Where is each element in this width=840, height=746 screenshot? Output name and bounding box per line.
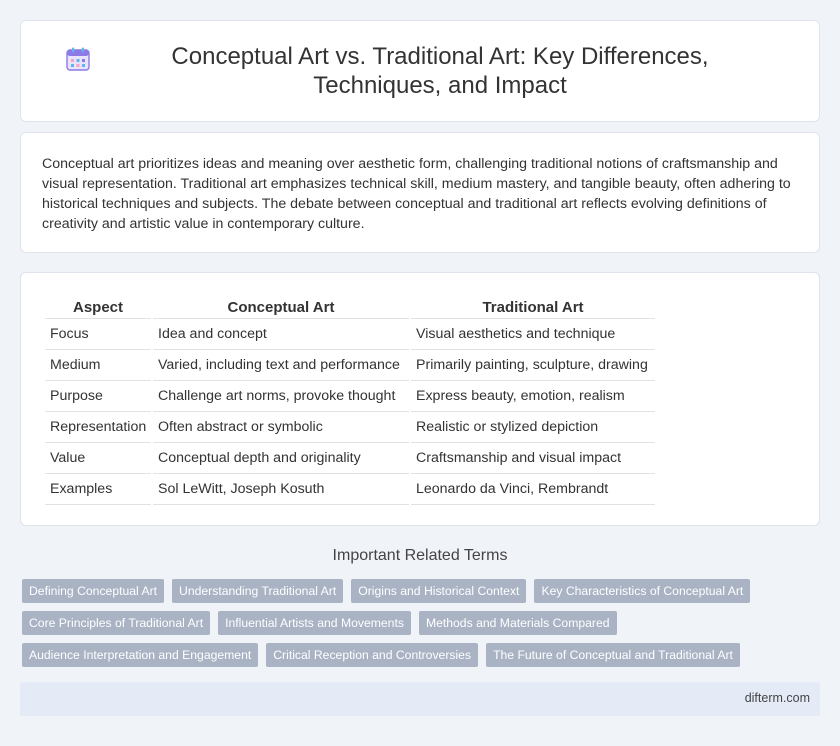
footer-site-link[interactable]: difterm.com <box>744 691 810 705</box>
table-row <box>45 412 655 443</box>
related-terms-list <box>22 579 802 667</box>
related-term-tag[interactable]: The Future of Conceptual and Traditional Art <box>486 643 740 667</box>
related-terms-heading: Important Related Terms <box>332 547 508 564</box>
table-row <box>45 350 655 381</box>
table-header-row <box>45 295 655 319</box>
table-row <box>45 474 655 505</box>
table-cell: Examples <box>45 474 151 505</box>
table-cell: Primarily painting, sculpture, drawing <box>411 350 655 381</box>
column-header-aspect: Aspect <box>45 295 151 319</box>
table-cell: Purpose <box>45 381 151 412</box>
related-term-tag[interactable]: Key Characteristics of Conceptual Art <box>534 579 750 603</box>
related-term-tag[interactable]: Critical Reception and Controversies <box>266 643 478 667</box>
column-header-conceptual: Conceptual Art <box>153 295 409 319</box>
table-cell: Value <box>45 443 151 474</box>
related-term-tag[interactable]: Audience Interpretation and Engagement <box>22 643 258 667</box>
intro-card <box>20 132 820 253</box>
related-term-tag[interactable]: Core Principles of Traditional Art <box>22 611 210 635</box>
related-term-tag[interactable]: Understanding Traditional Art <box>172 579 343 603</box>
footer-bar <box>20 682 820 716</box>
table-cell: Medium <box>45 350 151 381</box>
table-cell: Varied, including text and performance <box>153 350 409 381</box>
table-cell: Realistic or stylized depiction <box>411 412 655 443</box>
table-cell: Often abstract or symbolic <box>153 412 409 443</box>
related-term-tag[interactable]: Origins and Historical Context <box>351 579 526 603</box>
table-cell: Idea and concept <box>153 319 409 350</box>
table-row <box>45 319 655 350</box>
comparison-table <box>43 295 657 505</box>
table-cell: Conceptual depth and originality <box>153 443 409 474</box>
related-term-tag[interactable]: Influential Artists and Movements <box>218 611 411 635</box>
comparison-card <box>20 272 820 526</box>
related-term-tag[interactable]: Methods and Materials Compared <box>419 611 617 635</box>
table-cell: Craftsmanship and visual impact <box>411 443 655 474</box>
table-cell: Leonardo da Vinci, Rembrandt <box>411 474 655 505</box>
table-row <box>45 381 655 412</box>
page-title: Conceptual Art vs. Traditional Art: Key Differences, Techniques, and Impact <box>171 43 709 99</box>
table-cell: Sol LeWitt, Joseph Kosuth <box>153 474 409 505</box>
column-header-traditional: Traditional Art <box>411 295 655 319</box>
table-cell: Visual aesthetics and technique <box>411 319 655 350</box>
intro-paragraph: Conceptual art prioritizes ideas and meaning over aesthetic form, challenging traditional notions of craftsmanship and visual representation. Traditional art emphasizes technical skill, medium mastery, and tangible beauty, often adhering to historical techniques and subjects. The debate between conceptual and traditional art reflects evolving definitions of creativity and artistic value in contemporary culture. <box>42 156 791 232</box>
table-cell: Focus <box>45 319 151 350</box>
table-cell: Express beauty, emotion, realism <box>411 381 655 412</box>
title-card <box>20 20 820 122</box>
table-row <box>45 443 655 474</box>
table-cell: Challenge art norms, provoke thought <box>153 381 409 412</box>
table-cell: Representation <box>45 412 151 443</box>
related-term-tag[interactable]: Defining Conceptual Art <box>22 579 164 603</box>
